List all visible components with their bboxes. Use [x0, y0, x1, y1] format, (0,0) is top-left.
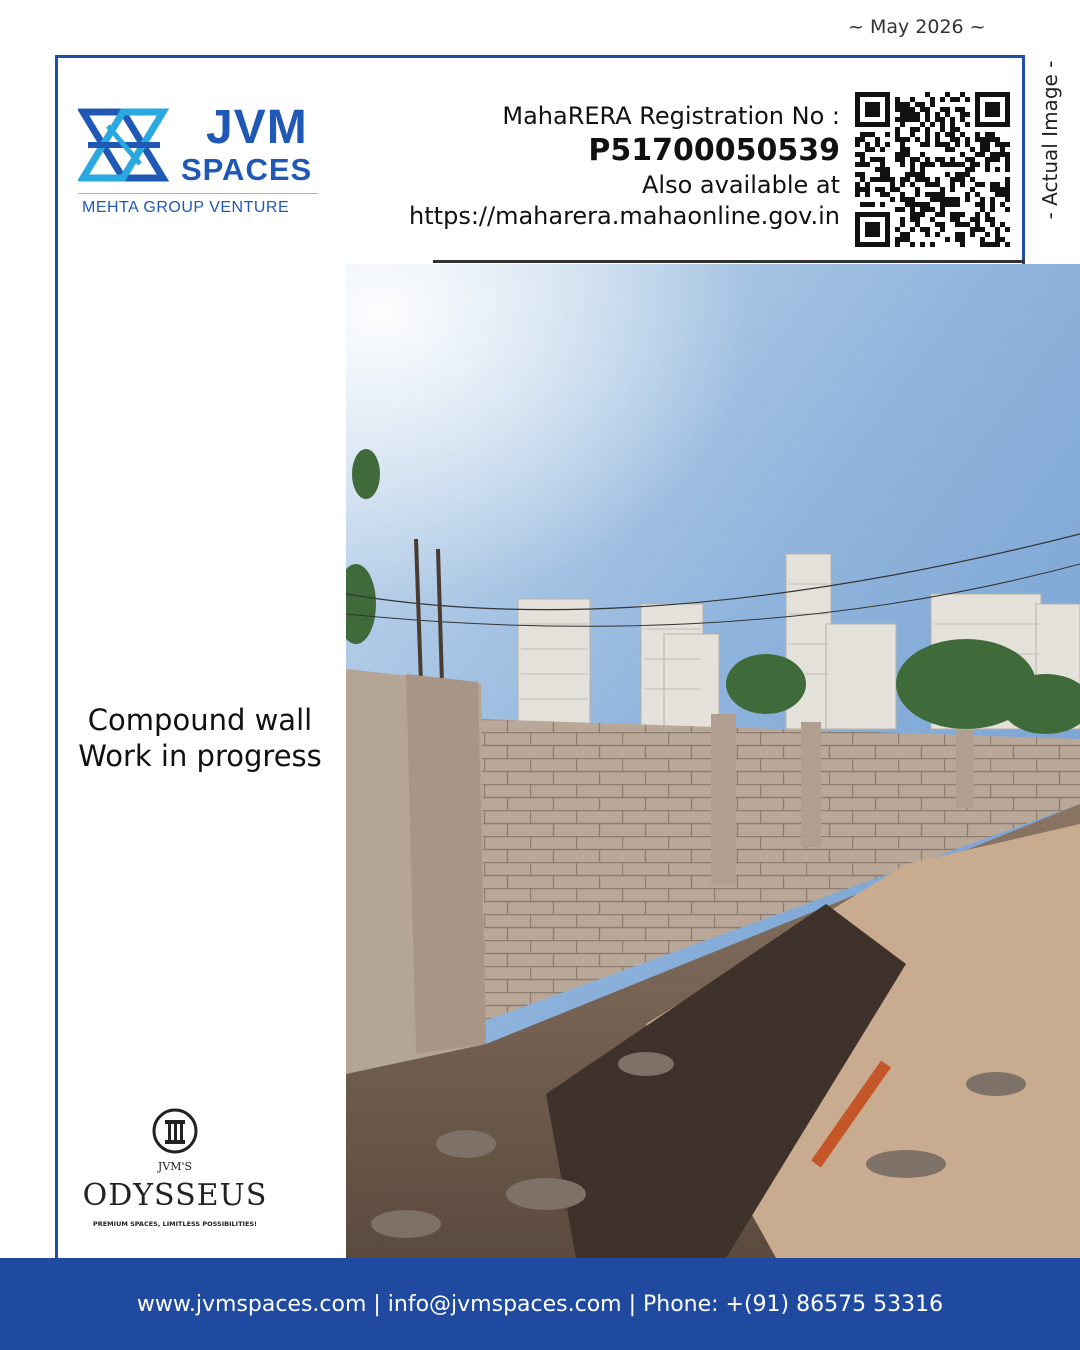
caption-line-2: Work in progress	[78, 739, 322, 773]
jvm-logo	[78, 100, 328, 225]
qr-code-icon[interactable]	[855, 92, 1010, 247]
rera-available-text: Also available at	[642, 171, 840, 199]
jvm-interlock-icon	[78, 104, 170, 186]
logo-divider	[78, 193, 318, 194]
odysseus-prefix: JVM'S	[157, 1160, 193, 1173]
report-date: ~ May 2026 ~	[848, 16, 986, 38]
actual-image-text: - Actual Image -	[1038, 60, 1062, 220]
photo-caption	[60, 702, 340, 774]
odysseus-name: ODYSSEUS	[82, 1178, 268, 1213]
footer-bar	[0, 1258, 1080, 1350]
footer-contact[interactable]: www.jvmspaces.com | info@jvmspaces.com | Phone: +(91) 86575 53316	[136, 1291, 944, 1317]
odysseus-logo	[80, 1100, 270, 1240]
caption-line-1: Compound wall	[87, 703, 313, 737]
brand-name-spaces: SPACES	[181, 152, 313, 187]
rera-label: MahaRERA Registration No :	[502, 102, 840, 130]
rera-url[interactable]: https://maharera.mahaonline.gov.in	[409, 202, 840, 230]
site-photo	[346, 264, 1080, 1258]
rera-info	[320, 100, 840, 232]
brand-name-jvm: JVM	[206, 101, 308, 154]
brand-tagline: MEHTA GROUP VENTURE	[82, 199, 290, 216]
photo-top-rule	[433, 260, 1025, 263]
odysseus-tagline: PREMIUM SPACES, LIMITLESS POSSIBILITIES!	[92, 1220, 258, 1228]
rera-number: P51700050539	[588, 133, 840, 168]
column-emblem-icon	[150, 1106, 200, 1156]
actual-image-label	[1030, 40, 1070, 240]
